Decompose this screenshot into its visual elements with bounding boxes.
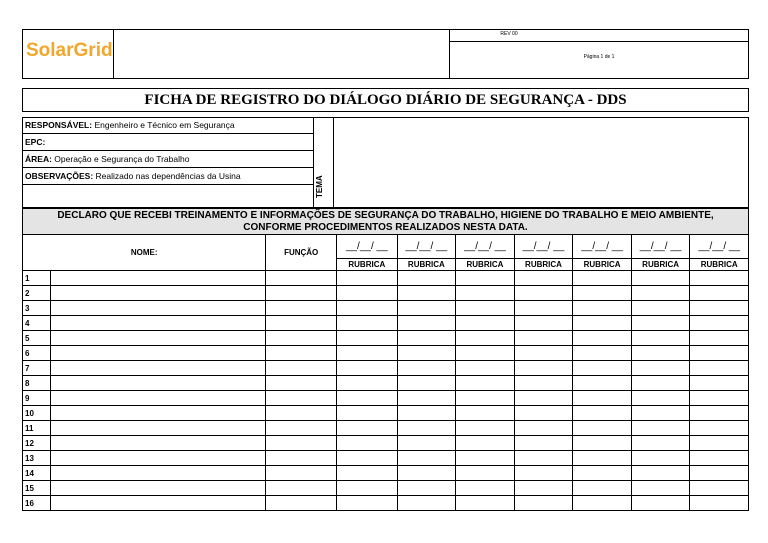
- row-number: 8: [23, 376, 51, 391]
- rubrica-cell[interactable]: [573, 376, 632, 391]
- row-number: 9: [23, 391, 51, 406]
- rubrica-cell[interactable]: [514, 271, 573, 286]
- rubrica-cell[interactable]: [337, 436, 398, 451]
- obs-line[interactable]: [23, 168, 313, 185]
- rubrica-cell[interactable]: [456, 301, 515, 316]
- nome-cell[interactable]: [51, 286, 266, 301]
- rubrica-cell[interactable]: [456, 466, 515, 481]
- row-number: 5: [23, 331, 51, 346]
- row-number: 2: [23, 286, 51, 301]
- rubrica-cell[interactable]: [573, 271, 632, 286]
- rubrica-cell[interactable]: [631, 376, 690, 391]
- rubrica-cell[interactable]: [397, 346, 456, 361]
- rubrica-cell[interactable]: [631, 286, 690, 301]
- rubrica-cell[interactable]: [337, 421, 398, 436]
- rubrica-cell[interactable]: [397, 361, 456, 376]
- row-number: 7: [23, 361, 51, 376]
- rubrica-cell[interactable]: [690, 301, 749, 316]
- table-row: [23, 496, 749, 511]
- rubrica-header: RUBRICA: [690, 259, 749, 271]
- rubrica-cell[interactable]: [456, 346, 515, 361]
- nome-cell[interactable]: [51, 466, 266, 481]
- rubrica-cell[interactable]: [337, 376, 398, 391]
- table-row: [23, 391, 749, 406]
- rubrica-cell[interactable]: [456, 421, 515, 436]
- info-lines: [23, 117, 313, 185]
- nome-cell[interactable]: [51, 346, 266, 361]
- rev-divider: [449, 41, 749, 42]
- funcao-cell[interactable]: [266, 376, 337, 391]
- rubrica-cell[interactable]: [573, 466, 632, 481]
- nome-cell[interactable]: [51, 376, 266, 391]
- rubrica-cell[interactable]: [690, 271, 749, 286]
- rubrica-cell[interactable]: [397, 406, 456, 421]
- rubrica-cell[interactable]: [690, 391, 749, 406]
- table-row: [23, 466, 749, 481]
- rubrica-cell[interactable]: [397, 421, 456, 436]
- rubrica-cell[interactable]: [690, 481, 749, 496]
- rubrica-cell[interactable]: [573, 496, 632, 511]
- table-row: [23, 451, 749, 466]
- date-field[interactable]: __/__/ __: [631, 235, 690, 259]
- rubrica-cell[interactable]: [690, 361, 749, 376]
- declaration: [22, 208, 749, 235]
- rubrica-cell[interactable]: [397, 466, 456, 481]
- funcao-cell[interactable]: [266, 316, 337, 331]
- nome-cell[interactable]: [51, 406, 266, 421]
- rubrica-cell[interactable]: [573, 421, 632, 436]
- nome-cell[interactable]: [51, 421, 266, 436]
- rubrica-cell[interactable]: [573, 481, 632, 496]
- rubrica-cell[interactable]: [337, 406, 398, 421]
- table-row: [23, 331, 749, 346]
- rubrica-cell[interactable]: [573, 361, 632, 376]
- epc-label: EPC:: [25, 137, 46, 147]
- obs-value: Realizado nas dependências da Usina: [95, 171, 241, 181]
- nome-cell[interactable]: [51, 496, 266, 511]
- funcao-cell[interactable]: [266, 286, 337, 301]
- responsavel-label: RESPONSÁVEL:: [25, 120, 93, 130]
- table-row: [23, 376, 749, 391]
- tema-field[interactable]: [334, 118, 748, 207]
- row-number: 15: [23, 481, 51, 496]
- rubrica-cell[interactable]: [631, 346, 690, 361]
- rubrica-cell[interactable]: [514, 421, 573, 436]
- rubrica-cell[interactable]: [690, 316, 749, 331]
- rubrica-cell[interactable]: [397, 436, 456, 451]
- nome-cell[interactable]: [51, 451, 266, 466]
- rubrica-cell[interactable]: [456, 331, 515, 346]
- row-number: 4: [23, 316, 51, 331]
- rubrica-cell[interactable]: [397, 316, 456, 331]
- tema-label: TEMA: [315, 175, 324, 199]
- funcao-header: FUNÇÃO: [266, 235, 337, 271]
- row-number: 12: [23, 436, 51, 451]
- rubrica-cell[interactable]: [573, 286, 632, 301]
- row-number: 14: [23, 466, 51, 481]
- rubrica-cell[interactable]: [631, 316, 690, 331]
- rubrica-cell[interactable]: [456, 406, 515, 421]
- rubrica-cell[interactable]: [631, 331, 690, 346]
- rubrica-cell[interactable]: [631, 481, 690, 496]
- rubrica-header: RUBRICA: [397, 259, 456, 271]
- funcao-cell[interactable]: [266, 361, 337, 376]
- obs-label: OBSERVAÇÕES:: [25, 171, 94, 181]
- form-title: FICHA DE REGISTRO DO DIÁLOGO DIÁRIO DE SEGURANÇA - DDS: [22, 88, 749, 112]
- rubrica-cell[interactable]: [573, 406, 632, 421]
- date-field[interactable]: __/__/ __: [514, 235, 573, 259]
- rubrica-header: RUBRICA: [456, 259, 515, 271]
- rubrica-cell[interactable]: [631, 436, 690, 451]
- funcao-cell[interactable]: [266, 436, 337, 451]
- table-row: [23, 301, 749, 316]
- rubrica-cell[interactable]: [690, 451, 749, 466]
- funcao-cell[interactable]: [266, 271, 337, 286]
- row-number: 13: [23, 451, 51, 466]
- funcao-cell[interactable]: [266, 331, 337, 346]
- rubrica-cell[interactable]: [631, 496, 690, 511]
- revision-label: REV 00: [500, 31, 518, 37]
- rubrica-cell[interactable]: [337, 391, 398, 406]
- nome-cell[interactable]: [51, 391, 266, 406]
- date-field[interactable]: __/__/ __: [573, 235, 632, 259]
- rubrica-cell[interactable]: [397, 331, 456, 346]
- date-field[interactable]: __/__/ __: [337, 235, 398, 259]
- row-number: 16: [23, 496, 51, 511]
- info-left-border: [313, 117, 314, 208]
- rubrica-cell[interactable]: [573, 391, 632, 406]
- rubrica-header: RUBRICA: [573, 259, 632, 271]
- funcao-cell[interactable]: [266, 496, 337, 511]
- rubrica-cell[interactable]: [456, 376, 515, 391]
- rubrica-cell[interactable]: [514, 481, 573, 496]
- rubrica-cell[interactable]: [397, 496, 456, 511]
- attendance-table: [22, 234, 749, 511]
- rubrica-header: RUBRICA: [631, 259, 690, 271]
- logo: SolarGrid: [26, 40, 113, 61]
- area-label: ÁREA:: [25, 154, 52, 164]
- rubrica-cell[interactable]: [337, 361, 398, 376]
- date-field[interactable]: __/__/ __: [397, 235, 456, 259]
- rubrica-cell[interactable]: [337, 301, 398, 316]
- funcao-cell[interactable]: [266, 466, 337, 481]
- table-header-row: [23, 235, 749, 259]
- rubrica-cell[interactable]: [397, 451, 456, 466]
- table-row: [23, 361, 749, 376]
- funcao-cell[interactable]: [266, 391, 337, 406]
- rubrica-cell[interactable]: [337, 286, 398, 301]
- rubrica-cell[interactable]: [631, 421, 690, 436]
- rubrica-cell[interactable]: [456, 436, 515, 451]
- table-row: [23, 316, 749, 331]
- rubrica-cell[interactable]: [397, 481, 456, 496]
- rubrica-cell[interactable]: [514, 451, 573, 466]
- rubrica-cell[interactable]: [514, 466, 573, 481]
- rubrica-cell[interactable]: [337, 466, 398, 481]
- funcao-cell[interactable]: [266, 481, 337, 496]
- rubrica-cell[interactable]: [514, 361, 573, 376]
- nome-cell[interactable]: [51, 271, 266, 286]
- rubrica-cell[interactable]: [573, 451, 632, 466]
- rubrica-cell[interactable]: [631, 361, 690, 376]
- rubrica-cell[interactable]: [573, 301, 632, 316]
- rubrica-cell[interactable]: [690, 496, 749, 511]
- declaration-line-2: CONFORME PROCEDIMENTOS REALIZADOS NESTA DATA.: [243, 222, 528, 233]
- rubrica-cell[interactable]: [397, 286, 456, 301]
- funcao-cell[interactable]: [266, 451, 337, 466]
- area-value: Operação e Segurança do Trabalho: [54, 154, 190, 164]
- table-row: [23, 436, 749, 451]
- row-number: 10: [23, 406, 51, 421]
- rubrica-cell[interactable]: [337, 451, 398, 466]
- rubrica-cell[interactable]: [573, 331, 632, 346]
- logo-cell-border: [113, 29, 114, 79]
- rubrica-cell[interactable]: [456, 496, 515, 511]
- table-row: [23, 286, 749, 301]
- rubrica-cell[interactable]: [573, 436, 632, 451]
- responsavel-value: Engenheiro e Técnico em Segurança: [94, 120, 235, 130]
- rubrica-cell[interactable]: [631, 391, 690, 406]
- rubrica-cell[interactable]: [456, 361, 515, 376]
- rubrica-cell[interactable]: [690, 466, 749, 481]
- rubrica-cell[interactable]: [397, 391, 456, 406]
- rubrica-cell[interactable]: [631, 406, 690, 421]
- rubrica-cell[interactable]: [631, 451, 690, 466]
- declaration-line-1: DECLARO QUE RECEBI TREINAMENTO E INFORMAÇÕES DE SEGURANÇA DO TRABALHO, HIGIENE DO TRABALHO E MEIO AMBIENTE,: [57, 210, 714, 221]
- rubrica-cell[interactable]: [690, 421, 749, 436]
- rubrica-cell[interactable]: [690, 286, 749, 301]
- epc-line[interactable]: [23, 134, 313, 151]
- rubrica-cell[interactable]: [456, 481, 515, 496]
- rubrica-cell[interactable]: [690, 346, 749, 361]
- rubrica-cell[interactable]: [514, 301, 573, 316]
- rubrica-cell[interactable]: [337, 481, 398, 496]
- nome-cell[interactable]: [51, 316, 266, 331]
- table-row: [23, 406, 749, 421]
- nome-cell[interactable]: [51, 481, 266, 496]
- rubrica-cell[interactable]: [514, 436, 573, 451]
- rubrica-cell[interactable]: [397, 301, 456, 316]
- rubrica-cell[interactable]: [397, 376, 456, 391]
- funcao-cell[interactable]: [266, 301, 337, 316]
- row-number: 3: [23, 301, 51, 316]
- date-field[interactable]: __/__/ __: [690, 235, 749, 259]
- funcao-cell[interactable]: [266, 406, 337, 421]
- rubrica-cell[interactable]: [631, 271, 690, 286]
- rubrica-cell[interactable]: [397, 271, 456, 286]
- rubrica-cell[interactable]: [514, 406, 573, 421]
- rubrica-cell[interactable]: [456, 271, 515, 286]
- nome-cell[interactable]: [51, 301, 266, 316]
- rubrica-cell[interactable]: [337, 346, 398, 361]
- rubrica-cell[interactable]: [631, 466, 690, 481]
- rubrica-cell[interactable]: [337, 331, 398, 346]
- table-row: [23, 346, 749, 361]
- table-row: [23, 421, 749, 436]
- table-row: [23, 271, 749, 286]
- nome-cell[interactable]: [51, 331, 266, 346]
- rubrica-cell[interactable]: [573, 346, 632, 361]
- rubrica-cell[interactable]: [514, 286, 573, 301]
- rubrica-cell[interactable]: [690, 331, 749, 346]
- nome-cell[interactable]: [51, 436, 266, 451]
- rubrica-cell[interactable]: [456, 286, 515, 301]
- rubrica-cell[interactable]: [456, 451, 515, 466]
- rubrica-cell[interactable]: [514, 391, 573, 406]
- rubrica-cell[interactable]: [514, 496, 573, 511]
- rubrica-cell[interactable]: [631, 301, 690, 316]
- rubrica-cell[interactable]: [514, 346, 573, 361]
- rubrica-header: RUBRICA: [337, 259, 398, 271]
- area-line[interactable]: [23, 151, 313, 168]
- row-number: 11: [23, 421, 51, 436]
- page-number: Página 1 de 1: [583, 54, 615, 60]
- rubrica-cell[interactable]: [456, 391, 515, 406]
- rubrica-header: RUBRICA: [514, 259, 573, 271]
- rubrica-cell[interactable]: [573, 316, 632, 331]
- nome-cell[interactable]: [51, 361, 266, 376]
- funcao-cell[interactable]: [266, 421, 337, 436]
- rubrica-cell[interactable]: [690, 406, 749, 421]
- rubrica-cell[interactable]: [514, 331, 573, 346]
- rubrica-cell[interactable]: [514, 316, 573, 331]
- rubrica-cell[interactable]: [337, 316, 398, 331]
- rubrica-cell[interactable]: [456, 316, 515, 331]
- funcao-cell[interactable]: [266, 346, 337, 361]
- rubrica-cell[interactable]: [514, 376, 573, 391]
- row-number: 6: [23, 346, 51, 361]
- responsavel-line[interactable]: [23, 117, 313, 134]
- nome-header: NOME:: [23, 235, 266, 271]
- date-field[interactable]: __/__/ __: [456, 235, 515, 259]
- rubrica-cell[interactable]: [690, 436, 749, 451]
- table-row: [23, 481, 749, 496]
- rubrica-cell[interactable]: [337, 271, 398, 286]
- row-number: 1: [23, 271, 51, 286]
- rubrica-cell[interactable]: [337, 496, 398, 511]
- rubrica-cell[interactable]: [690, 376, 749, 391]
